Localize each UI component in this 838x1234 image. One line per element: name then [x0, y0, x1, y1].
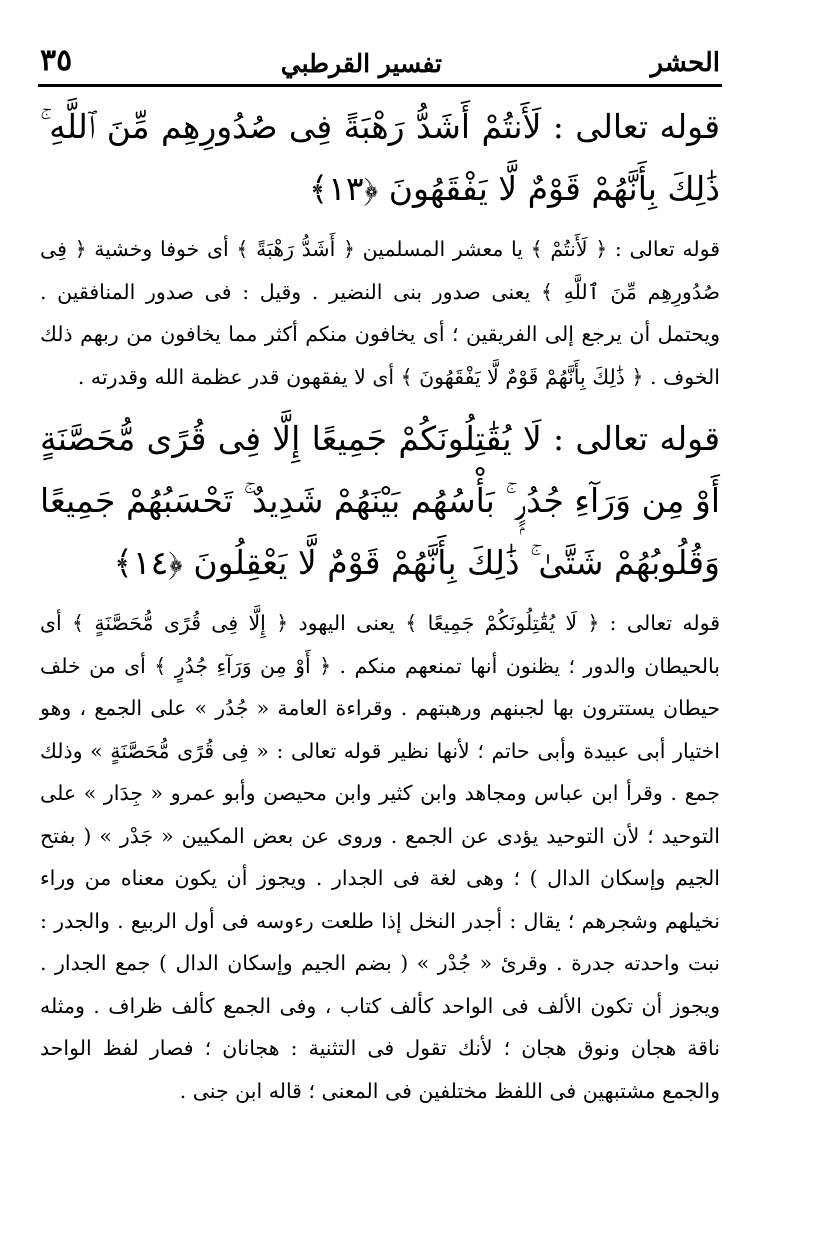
running-head-title: تفسير القرطبي [280, 49, 442, 78]
commentary-14: قوله تعالى : ﴿ لَا يُقَٰتِلُونَكُمْ جَمِيعًا ﴾ يعنى اليهود ﴿ إِلَّا فِى قُرًى مُّحَصَّنَةٍ ﴾ أى بالحيطان والدور ؛ يظنون أنها تمنعهم منكم . ﴿ أَوْ مِن وَرَآءِ جُدُرٍ ﴾ أى من خلف حيطان يستترون بها لجبنهم ورهبتهم . وقراءة العامة « جُدُر » على الجمع ، وهو اختيار أبى عبيدة وأبى حاتم ؛ لأنها نظير قوله تعالى : « فِى قُرًى مُّحَصَّنَةٍ » وذلك جمع . وقرأ ابن عباس ومجاهد وابن كثير وابن محيصن وأبو عمرو « جِدَار » على التوحيد ؛ لأن التوحيد يؤدى عن الجمع . وروى عن بعض المكيين « جَدْر » ( بفتح الجيم وإسكان الدال ) ؛ وهى لغة فى الجدار . ويجوز أن يكون معناه من وراء نخيلهم وشجرهم ؛ يقال : أجدر النخل إذا طلعت رءوسه فى أول الربيع . والجدر : نبت واحدته جدرة . وقرئ « جُدْر » ( بضم الجيم وإسكان الدال ) جمع الجدار . ويجوز أن تكون الألف فى الواحد كألف كتاب ، وفى الجمع كألف ظراف . ومثله ناقة هجان ونوق هجان ؛ لأنك تقول فى التثنية : هجانان ؛ فصار لفظ الواحد والجمع مشتبهين فى اللفظ مختلفين فى المعنى ؛ قاله ابن جنى . [40, 611, 720, 1103]
page-number: ٣٥ [40, 43, 73, 78]
verse-13: قوله تعالى : لَأَنتُمْ أَشَدُّ رَهْبَةً فِى صُدُورِهِم مِّنَ ٱللَّهِ ۚ ذَٰلِكَ بِأَنَّهُمْ قَوْمٌ لَّا يَفْقَهُونَ ﴿١٣﴾ [40, 107, 720, 208]
verse-14: قوله تعالى : لَا يُقَٰتِلُونَكُمْ جَمِيعًا إِلَّا فِى قُرًى مُّحَصَّنَةٍ أَوْ مِن وَرَآءِ جُدُرٍۭ ۚ بَأْسُهُم بَيْنَهُمْ شَدِيدٌ ۚ تَحْسَبُهُمْ جَمِيعًا وَقُلُوبُهُمْ شَتَّىٰ ۚ ذَٰلِكَ بِأَنَّهُمْ قَوْمٌ لَّا يَعْقِلُونَ ﴿١٤﴾ [40, 419, 720, 582]
running-head-sura: الحشر [650, 48, 720, 78]
page-header [40, 34, 720, 78]
page-body [40, 96, 720, 1194]
commentary-13: قوله تعالى : ﴿ لَأَنتُمْ ﴾ يا معشر المسلمين ﴿ أَشَدُّ رَهْبَةً ﴾ أى خوفا وخشية ﴿ فِى صُدُورِهِم مِّنَ ٱللَّهِ ﴾ يعنى صدور بنى النضير . وقيل : فى صدور المنافقين . ويحتمل أن يرجع إلى الفريقين ؛ أى يخافون منكم أكثر مما يخافون من ربهم ذلك الخوف . ﴿ ذَٰلِكَ بِأَنَّهُمْ قَوْمٌ لَّا يَفْقَهُونَ ﴾ أى لا يفقهون قدر عظمة الله وقدرته . [40, 237, 720, 389]
header-rule [38, 84, 722, 87]
